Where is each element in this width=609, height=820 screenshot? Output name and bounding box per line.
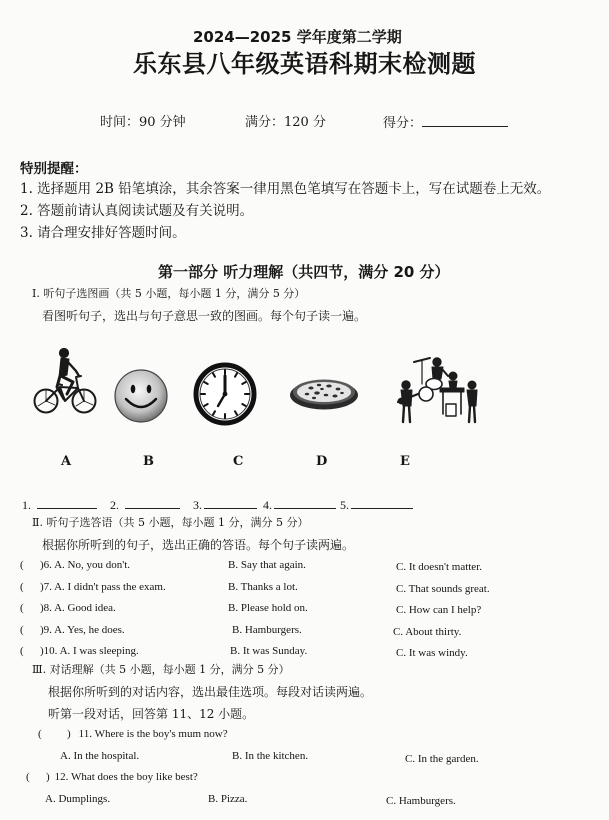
clock-icon xyxy=(193,362,257,426)
blank-number: 2. xyxy=(110,498,119,512)
option-a: A. No, you don't. xyxy=(54,559,131,571)
blank-number: 3. xyxy=(193,498,202,512)
question-9-option-c: C. About thirty. xyxy=(393,626,462,638)
exam-full-score: 满分：120 分 xyxy=(245,115,326,130)
section2-instruction: 根据你所听到的句子，选出正确的答语。每个句子读两遍。 xyxy=(42,538,355,552)
question-10-option-b: B. It was Sunday. xyxy=(230,645,308,657)
blank-number: 4. xyxy=(263,498,272,512)
band-icon xyxy=(396,352,480,424)
question-6-bracket: ( xyxy=(20,559,24,571)
picture-label-e: E xyxy=(400,454,410,469)
question-11-option-a: A. In the hospital. xyxy=(60,750,140,762)
notice-heading: 特别提醒： xyxy=(20,161,88,177)
cyclist-icon xyxy=(33,347,97,415)
score-field xyxy=(383,115,508,132)
question-8-option-b: B. Please hold on. xyxy=(228,602,308,614)
question-9-bracket: ( xyxy=(20,624,24,636)
answer-blank-3 xyxy=(193,497,257,512)
question-text: What does the boy like best? xyxy=(70,771,198,783)
bracket-close: ) xyxy=(40,602,44,614)
section3-title: Ⅲ. 对话理解（共 5 小题，每小题 1 分，满分 5 分） xyxy=(32,663,290,676)
bracket-close: ) xyxy=(40,624,44,636)
question-number: 11. xyxy=(78,728,93,740)
picture-label-a: A xyxy=(61,454,72,469)
blank-line xyxy=(37,497,97,509)
question-10-bracket: ( xyxy=(20,645,24,657)
question-7-option-b: B. Thanks a lot. xyxy=(228,581,298,593)
blank-line xyxy=(204,497,257,509)
notice-item-2: 2. 答题前请认真阅读试题及有关说明。 xyxy=(20,203,254,219)
question-text: Where is the boy's mum now? xyxy=(94,728,228,740)
exam-title: 乐东县八年级英语科期末检测题 xyxy=(133,50,476,78)
bracket-close: ) xyxy=(40,581,44,593)
question-number: 7. xyxy=(43,581,52,593)
option-a: A. I didn't pass the exam. xyxy=(54,581,166,593)
question-8-stem xyxy=(40,602,116,615)
question-12-option-c: C. Hamburgers. xyxy=(386,795,456,807)
question-12-stem xyxy=(46,771,198,784)
notice-item-1: 1. 选择题用 2B 铅笔填涂，其余答案一律用黑色笔填写在答题卡上，写在试题卷上无效。 xyxy=(20,181,551,197)
smiley-face-icon xyxy=(113,368,169,424)
question-11-bracket: ( xyxy=(38,728,42,740)
section3-instruction: 根据你所听到的对话内容，选出最佳选项。每段对话读两遍。 xyxy=(48,685,373,699)
question-9-stem xyxy=(40,624,125,637)
option-a: A. Good idea. xyxy=(54,602,116,614)
pizza-icon xyxy=(289,376,359,410)
exam-time: 时间：90 分钟 xyxy=(100,115,186,130)
option-a: A. I was sleeping. xyxy=(59,645,139,657)
question-number: 9. xyxy=(43,624,52,636)
question-number: 8. xyxy=(43,602,52,614)
question-7-option-c: C. That sounds great. xyxy=(396,583,490,595)
blank-number: 1. xyxy=(22,498,31,512)
blank-line xyxy=(274,497,336,509)
section2-title: Ⅱ. 听句子选答语（共 5 小题，每小题 1 分，满分 5 分） xyxy=(32,516,309,529)
question-10-option-c: C. It was windy. xyxy=(396,647,468,659)
bracket-close: ) xyxy=(40,559,44,571)
question-12-option-a: A. Dumplings. xyxy=(45,793,111,805)
option-a: A. Yes, he does. xyxy=(54,624,125,636)
picture-label-d: D xyxy=(316,454,328,469)
part1-heading: 第一部分 听力理解（共四节，满分 20 分） xyxy=(158,263,450,281)
bracket-close: ) xyxy=(46,771,50,783)
bracket-close: ) xyxy=(67,728,71,740)
notice-item-3: 3. 请合理安排好答题时间。 xyxy=(20,225,186,241)
answer-blank-4 xyxy=(263,497,336,512)
question-12-bracket: ( xyxy=(26,771,30,783)
question-10-stem xyxy=(40,645,139,658)
blank-line xyxy=(125,497,180,509)
question-11-option-b: B. In the kitchen. xyxy=(232,750,309,762)
dialogue1-note: 听第一段对话，回答第 11、12 小题。 xyxy=(48,707,255,721)
question-number: 10. xyxy=(43,645,58,657)
score-blank xyxy=(422,115,508,127)
question-number: 6. xyxy=(43,559,52,571)
question-6-option-c: C. It doesn't matter. xyxy=(396,561,482,573)
question-6-stem xyxy=(40,559,130,572)
question-11-option-c: C. In the garden. xyxy=(405,753,479,765)
question-7-stem xyxy=(40,581,166,594)
answer-blank-5 xyxy=(340,497,413,512)
answer-blank-2 xyxy=(110,497,180,512)
section1-instruction: 看图听句子，选出与句子意思一致的图画。每个句子读一遍。 xyxy=(42,309,367,323)
section1-title: I. 听句子选图画（共 5 小题，每小题 1 分，满分 5 分） xyxy=(32,287,306,300)
question-8-bracket: ( xyxy=(20,602,24,614)
question-6-option-b: B. Say that again. xyxy=(228,559,306,571)
question-11-stem xyxy=(67,728,228,741)
bracket-close: ) xyxy=(40,645,44,657)
blank-number: 5. xyxy=(340,498,349,512)
question-number: 12. xyxy=(54,771,69,783)
question-8-option-c: C. How can I help? xyxy=(396,604,482,616)
question-9-option-b: B. Hamburgers. xyxy=(232,624,302,636)
picture-label-b: B xyxy=(143,454,154,469)
question-12-option-b: B. Pizza. xyxy=(208,793,248,805)
blank-line xyxy=(351,497,413,509)
answer-blank-1 xyxy=(22,497,97,512)
question-7-bracket: ( xyxy=(20,581,24,593)
score-label: 得分： xyxy=(383,116,423,131)
picture-label-c: C xyxy=(233,454,244,469)
exam-term: 2024—2025 学年度第二学期 xyxy=(193,28,402,46)
